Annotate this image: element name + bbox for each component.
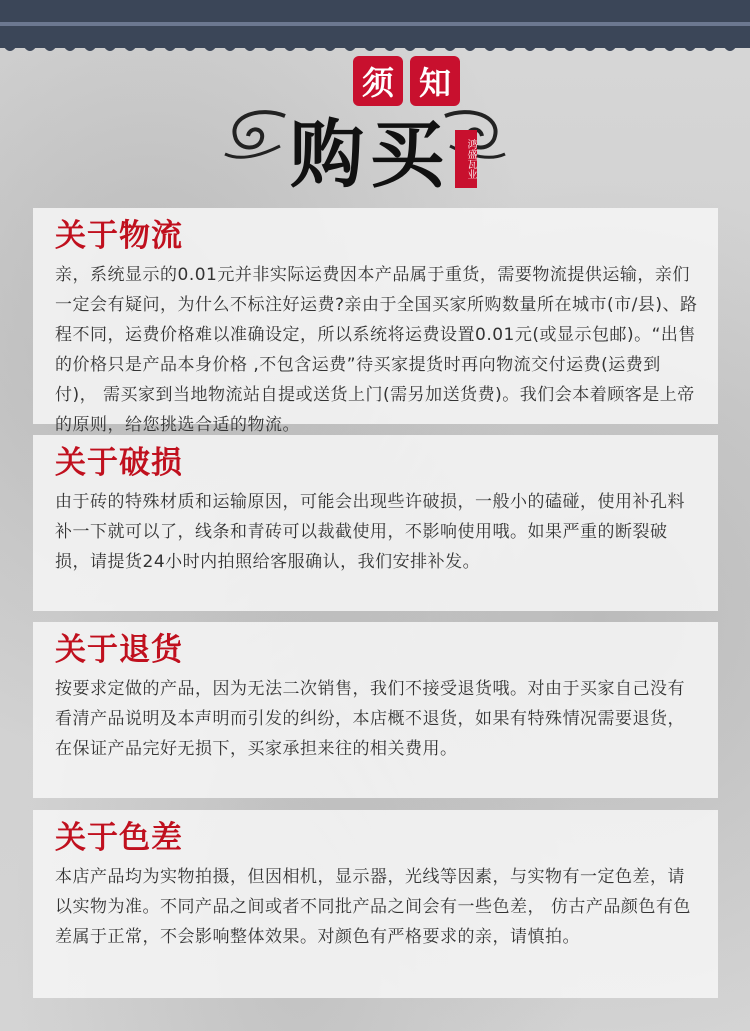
page-title: 购买	[290, 112, 450, 198]
section-title: 关于退货	[55, 632, 183, 668]
section-title: 关于物流	[55, 218, 183, 254]
page-header	[0, 48, 750, 198]
section-body: 本店产品均为实物拍摄，但因相机，显示器，光线等因素，与实物有一定色差，请以实物为准。不同产品之间或者不同批产品之间会有一些色差， 仿古产品颜色有色差属于正常，不会影响整体效果。对颜色有严格要求的亲，请慎拍。	[55, 867, 691, 947]
brand-stamp: 鸿盛瓦业	[455, 130, 477, 188]
section-returns	[33, 622, 718, 798]
section-title: 关于破损	[55, 445, 183, 481]
section-logistics	[33, 208, 718, 435]
section-body: 亲，系统显示的0.01元并非实际运费因本产品属于重货，需要物流提供运输，亲们一定会有疑问，为什么不标注好运费?亲由于全国买家所购数量所在城市(市/县)、路程不同，运费价格难以准确设定，所以系统将运费设置0.01元(或显示包邮)。“出售的价格只是产品本身价格 ,不包含运费”待买家提货时再向物流交付运费(运费到付)， 需买家到当地物流站自提或送货上门(需另加送货费)。我们会本着顾客是上帝的原则，给您挑选合适的物流。	[55, 265, 698, 435]
seal-character: 须	[353, 56, 403, 106]
section-body: 由于砖的特殊材质和运输原因，可能会出现些许破损，一般小的磕碰，使用补孔料补一下就可以了，线条和青砖可以裁截使用，不影响使用哦。如果严重的断裂破损，请提货24小时内拍照给客服确认，我们安排补发。	[55, 492, 685, 572]
seal-character: 知	[410, 56, 460, 106]
section-color-difference	[33, 810, 718, 998]
section-body: 按要求定做的产品，因为无法二次销售，我们不接受退货哦。对由于买家自己没有看清产品说明及本声明而引发的纠纷，本店概不退货，如果有特殊情况需要退货，在保证产品完好无损下，买家承担来往的相关费用。	[55, 679, 685, 759]
section-damage	[33, 435, 718, 611]
section-title: 关于色差	[55, 820, 183, 856]
